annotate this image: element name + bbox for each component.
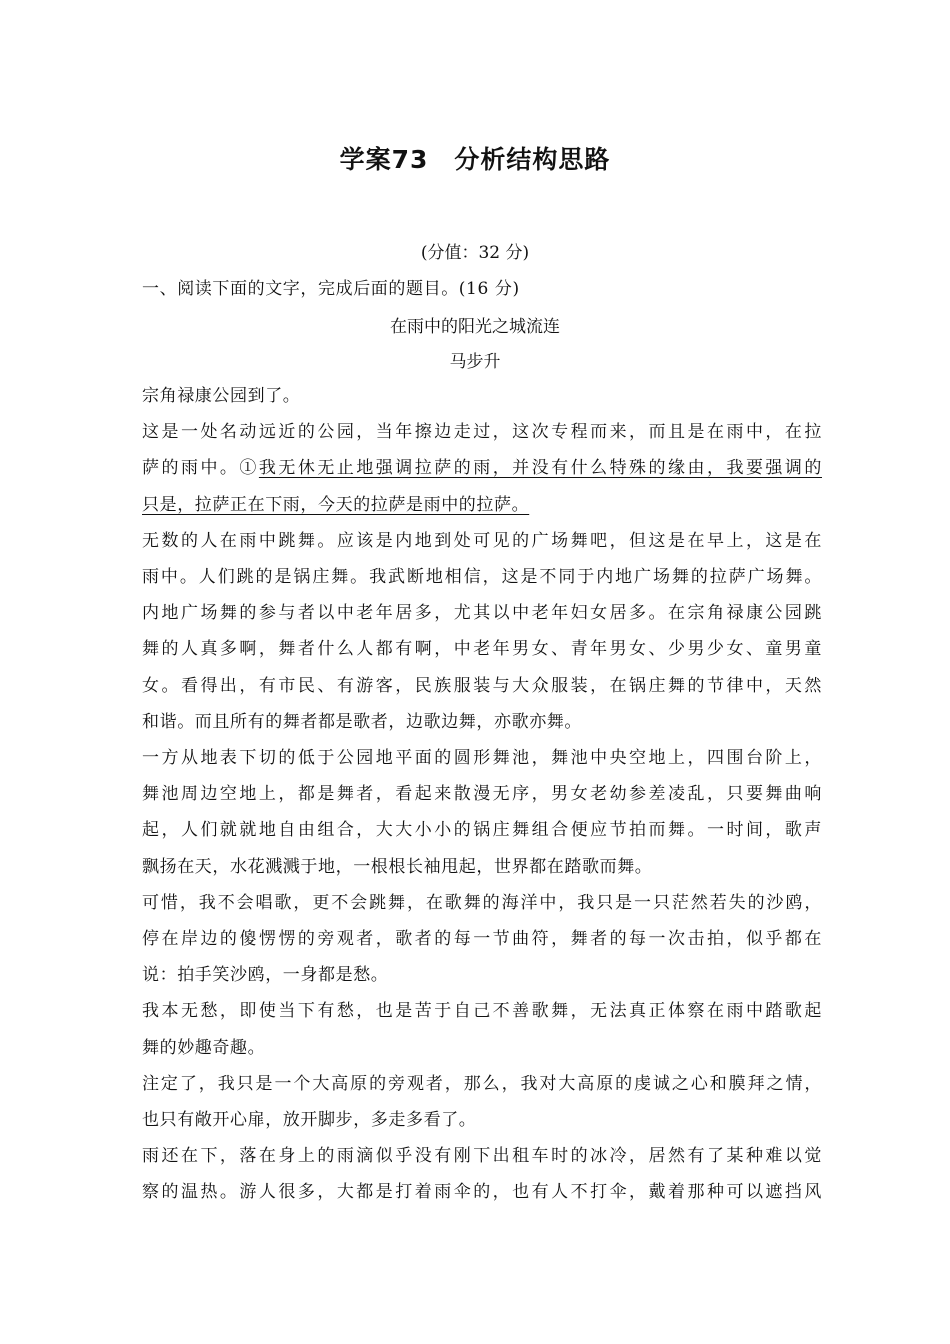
underlined-sentence: 只是，拉萨正在下雨，今天的拉萨是雨中的拉萨。 <box>142 494 530 515</box>
text-segment: 萨的雨中。① <box>142 458 259 479</box>
text-line: 起，人们就就地自由组合，大大小小的锅庄舞组合便应节拍而舞。一时间，歌声 <box>142 820 822 841</box>
question-instruction: 一、阅读下面的文字，完成后面的题目。(16 分) <box>142 279 520 299</box>
text-line: 内地广场舞的参与者以中老年居多，尤其以中老年妇女居多。在宗角禄康公园跳 <box>142 603 822 624</box>
text-line: 宗角禄康公园到了。 <box>142 386 301 406</box>
text-line <box>142 453 822 478</box>
article-author: 马步升 <box>449 352 501 372</box>
text-line: 可惜，我不会唱歌，更不会跳舞，在歌舞的海洋中，我只是一只茫然若失的沙鸥， <box>142 892 822 913</box>
text-line: 舞的人真多啊，舞者什么人都有啊，中老年男女、青年男女、少男少女、童男童 <box>142 639 822 660</box>
text-line: 一方从地表下切的低于公园地平面的圆形舞池，舞池中央空地上，四围台阶上， <box>142 748 822 768</box>
text-line: 我本无愁，即使当下有愁，也是苦于自己不善歌舞，无法真正体察在雨中踏歌起 <box>142 1001 822 1022</box>
text-line: 无数的人在雨中跳舞。应该是内地到处可见的广场舞吧，但这是在早上，这是在 <box>142 530 822 551</box>
text-line: 说：拍手笑沙鸥，一身都是愁。 <box>142 965 389 986</box>
text-line <box>142 490 822 515</box>
text-line: 雨中。人们跳的是锅庄舞。我武断地相信，这是不同于内地广场舞的拉萨广场舞。 <box>142 567 822 587</box>
page-title: 学案73 分析结构思路 <box>339 145 611 174</box>
text-line: 注定了，我只是一个大高原的旁观者，那么，我对大高原的虔诚之心和膜拜之情， <box>142 1073 822 1094</box>
score-note: (分值：32 分) <box>420 243 530 263</box>
text-line: 女。看得出，有市民、有游客，民族服装与大众服装，在锅庄舞的节律中，天然 <box>142 675 822 696</box>
text-line: 飘扬在天，水花溅溅于地，一根根长袖甩起，世界都在踏歌而舞。 <box>142 856 653 877</box>
article-title: 在雨中的阳光之城流连 <box>390 317 560 337</box>
text-line: 和谐。而且所有的舞者都是歌者，边歌边舞，亦歌亦舞。 <box>142 711 582 732</box>
text-line: 察的温热。游人很多，大都是打着雨伞的，也有人不打伞，戴着那种可以遮挡风 <box>142 1182 822 1203</box>
text-line: 舞的妙趣奇趣。 <box>142 1037 266 1058</box>
underlined-sentence: 我无休无止地强调拉萨的雨，并没有什么特殊的缘由，我要强调的 <box>258 458 822 479</box>
text-line: 雨还在下，落在身上的雨滴似乎没有刚下出租车时的冰冷，居然有了某种难以觉 <box>142 1146 822 1167</box>
text-line: 也只有敞开心扉，放开脚步，多走多看了。 <box>142 1110 477 1130</box>
text-line: 舞池周边空地上，都是舞者，看起来散漫无序，男女老幼参差凌乱，只要舞曲响 <box>142 784 822 805</box>
text-line: 这是一处名动远近的公园，当年擦边走过，这次专程而来，而且是在雨中，在拉 <box>142 422 822 443</box>
text-line: 停在岸边的傻愣愣的旁观者，歌者的每一节曲符，舞者的每一次击拍，似乎都在 <box>142 929 822 949</box>
